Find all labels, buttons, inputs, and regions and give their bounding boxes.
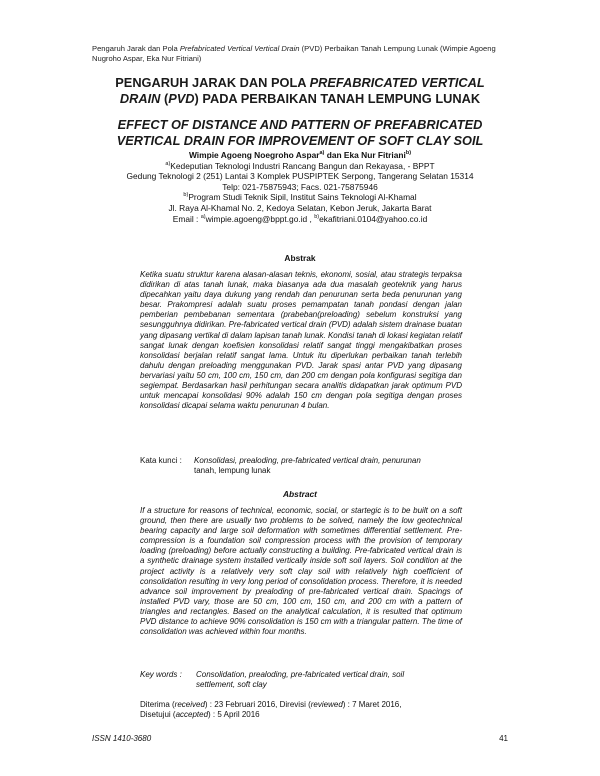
affiliation-b-line1: $^{b)}$Program Studi Teknik Sipil, Institut Sains Teknologi Al-Khamal: [183, 192, 417, 203]
running-head: [92, 44, 512, 64]
page-number: 41: [499, 734, 508, 743]
affiliation-a-line2: Gedung Teknologi 2 (251) Lantai 3 Komplek PUSPIPTEK Serpong, Tangerang Selatan 15314: [126, 171, 474, 182]
abstrak-body: Ketika suatu struktur karena alasan-alasan teknis, ekonomi, sosial, atau strategis terpaksa didirikan di atas tanah lunak, maka biasanya ada dua masalah geoteknik yang harus dipecahkan yaitu daya dukung yang rendah dan penurunan serta beda penurunan yang besar. Prakompresi adalah suatu proses pemampatan tanah pondasi dengan jalan pemberian pembebanan sementara (prabeban(preloading) sebelum konstruksi yang sesungguhnya didirikan. Pre-fabricated vertical drain (PVD) adalah sistem drainase buatan yang dipasang vertikal di dalam lapisan tanah lunak. Kondisi tanah di lokasi kegiatan relatif sangat lunak dengan koefisien konsolidasi relatif sangat tinggi mengakibatkan proses konsolidasi berjalan relatif sangat lama. Untuk itu diperlukan perbaikan tanah terlebih dahulu dengan preloading menggunakan PVD. Jarak spasi antar PVD yang dipasang bervariasi yaitu 50 cm, 100 cm, 150 cm, dan 200 cm dengan pola konfigurasi segitiga dan segiempat. Berdasarkan hasil perhitungan secara analitis didapatkan jarak optimum PVD untuk mencapai konsolidasi 90% adalah 150 cm dengan pola segitiga dengan proses konsolidasi dicapai selama waktu penurunan 4 bulan.: [140, 270, 462, 411]
kata-kunci-values: Konsolidasi, prealoding, pre-fabricated vertical drain, penurunan tanah, lempung lunak: [194, 456, 421, 476]
kata-kunci: [140, 456, 462, 476]
running-head-italic: Prefabricated Vertical Vertical Drain: [179, 44, 300, 53]
issn-number: ISSN 1410-3680: [92, 734, 152, 743]
author-block: [60, 150, 540, 224]
key-words: [140, 670, 462, 690]
kata-kunci-label: Kata kunci :: [140, 456, 182, 465]
email-line: Email : $^{a)}$wimpie.agoeng@bppt.go.id , $^{b)}$ekafitriani.0104@yahoo.co.id: [172, 213, 428, 224]
title-id-line2: DRAIN (PVD) PADA PERBAIKAN TANAH LEMPUNG LUNAK: [119, 91, 481, 106]
title-id-line1: PENGARUH JARAK DAN POLA PREFABRICATED VERTICAL: [115, 75, 485, 90]
dates-line1: Diterima (received) : 23 Februari 2016, Direvisi (reviewed) : 7 Maret 2016,: [140, 700, 402, 709]
page-footer: [92, 734, 508, 743]
key-words-label: Key words :: [140, 670, 182, 679]
affiliation-a-line1: $^{a)}$Kedeputian Teknologi Industri Rancang Bangun dan Rekayasa, - BPPT: [165, 160, 435, 171]
running-head-suffix: (PVD) Perbaikan Tanah Lempung Lunak (Wimpie Agoeng Nugroho Aspar, Eka Nur Fitriani): [92, 44, 496, 63]
author-names: Wimpie Agoeng Noegroho Aspar$^{a)}$ dan Eka Nur Fitriani$^{b)}$: [188, 150, 412, 160]
affiliation-a-line3: Telp: 021-75875943; Facs. 021-75875946: [222, 181, 378, 192]
affiliation-b-line2: Jl. Raya Al-Khamal No. 2, Kedoya Selatan, Kebon Jeruk, Jakarta Barat: [168, 202, 432, 213]
abstract-body: If a structure for reasons of technical, economic, social, or startegic is to be built on a soft ground, then there are usually two problems to be solved, namely the low geotechnical bearing capacity and large soil deformation with sometimes differential settlement. Pre-compression is a foundation soil compression process with the provision of temporary loading (preloading) before actually constructing a building. Pre-fabricated vertical drain is a synthetic drainage system installed vertically inside soft soil layers. Soil condition at the project activity is a relatively very soft clay soil with relatively high coefficient of consolidation resulting in very long period of consolidation process. Therefore, it is needed advance soil improvement by prealoding of pre-fabricated vertical drain. Spacings of installed PVD vary, those are 50 cm, 100 cm, 150 cm, and 200 cm with a pattern of triangles and rectangles. Based on the analytical calculation, it is resulted that optimum PVD distance to achieve 90% consolidation is 150 cm with a triangular pattern. The time of consolidation was achieved within four months.: [140, 506, 462, 637]
abstrak-heading: Abstrak: [284, 253, 316, 263]
submission-dates: [140, 700, 470, 721]
key-words-values: Consolidation, prealoding, pre-fabricated vertical drain, soil settlement, soft clay: [196, 670, 405, 690]
email-a-link[interactable]: wimpie.agoeng@bppt.go.id ,: [205, 213, 315, 224]
title-en-line1: EFFECT OF DISTANCE AND PATTERN OF PREFABRICATED: [117, 117, 483, 132]
abstract-heading: Abstract: [283, 489, 317, 499]
running-head-prefix: Pengaruh Jarak dan Pola: [92, 44, 180, 53]
dates-line2: Disetujui (accepted) : 5 April 2016: [140, 710, 260, 720]
title-en-line2: VERTICAL DRAIN FOR IMPROVEMENT OF SOFT CLAY SOIL: [116, 133, 484, 148]
title-indonesian: [60, 75, 540, 107]
email-b-link[interactable]: ekafitriani.0104@yahoo.co.id: [319, 213, 428, 224]
title-english: [60, 117, 540, 149]
